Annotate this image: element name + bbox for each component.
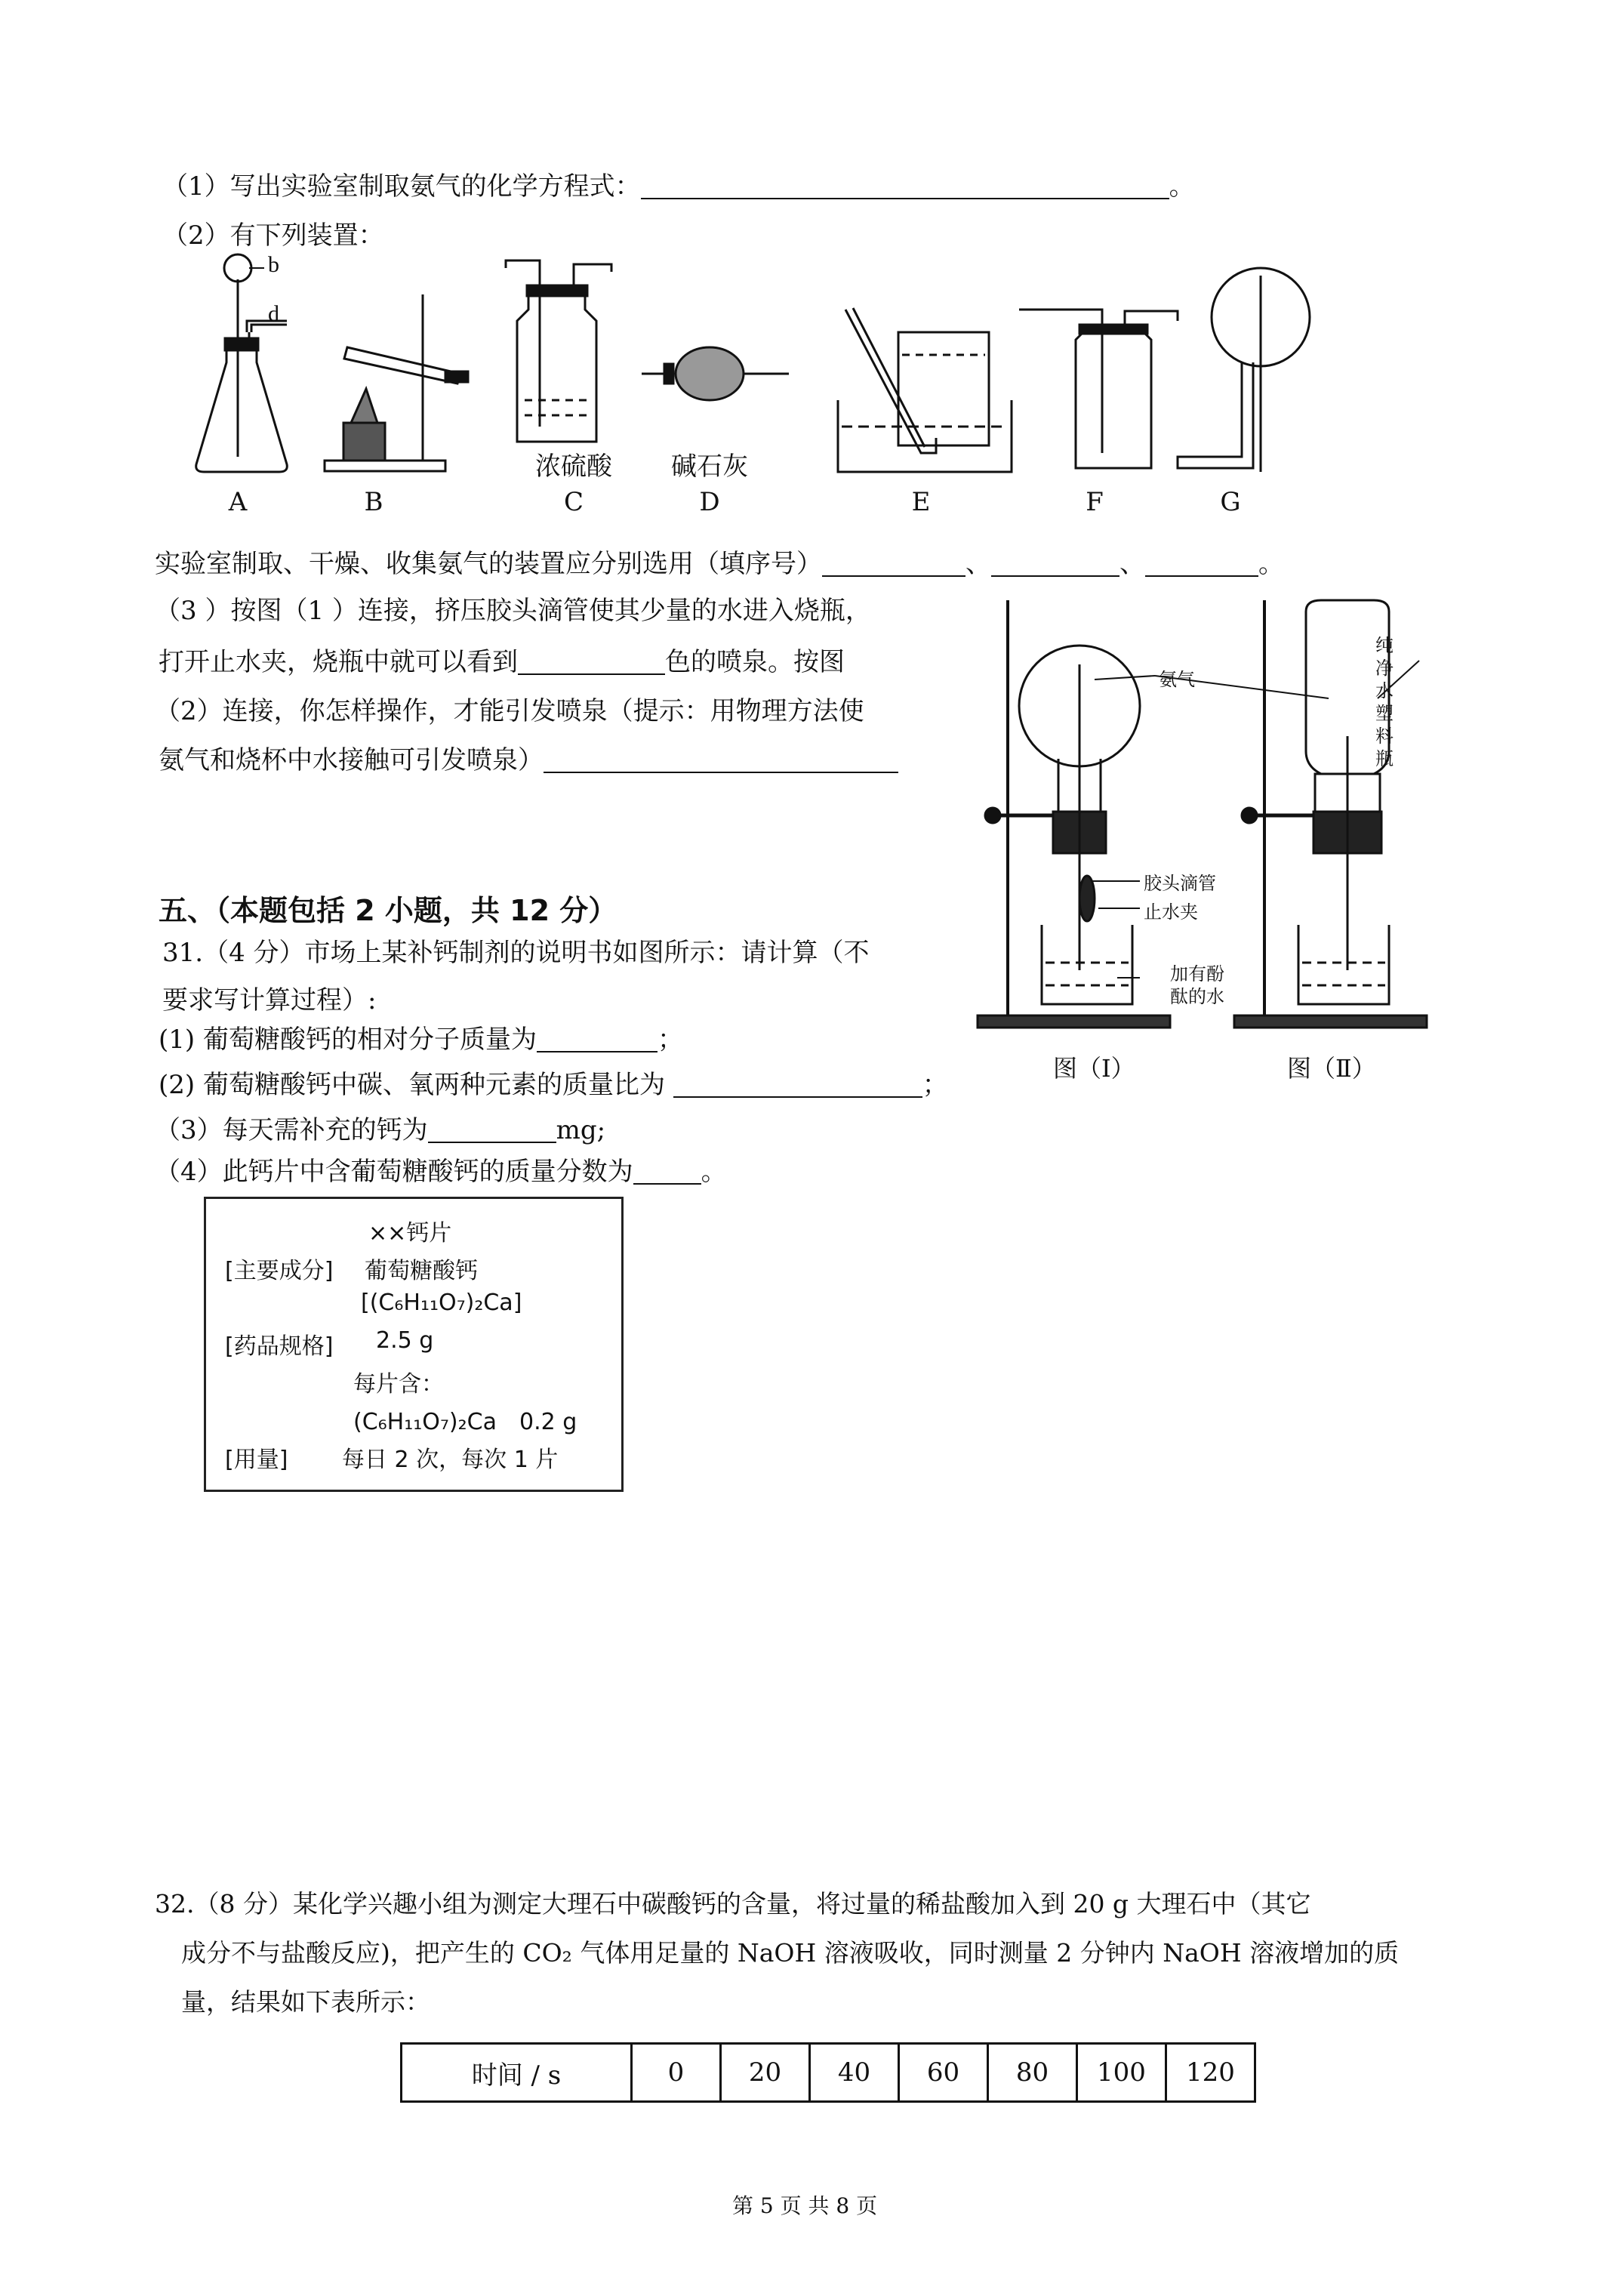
table-cell: 0	[632, 2044, 721, 2102]
label-ammonia: 氨气	[1159, 669, 1195, 690]
q3-line-2: 打开止水夹，烧瓶中就可以看到 色的喷泉。按图	[159, 647, 845, 677]
letter-b: B	[364, 487, 383, 517]
q31-part-3: （3）每天需补充的钙为 mg;	[155, 1115, 606, 1145]
select-blank-1[interactable]	[822, 553, 965, 577]
label-dropper: 胶头滴管	[1144, 873, 1216, 894]
q3-color-blank[interactable]	[518, 651, 665, 675]
letter-d: D	[699, 487, 720, 517]
table-cell: 100	[1077, 2044, 1166, 2102]
apparatus-diagram	[174, 249, 1321, 536]
apparatus-a	[196, 254, 288, 472]
letter-f: F	[1086, 487, 1104, 517]
q1-answer-blank[interactable]	[641, 175, 1169, 199]
select-blank-2[interactable]	[991, 553, 1119, 577]
a-mark-b: b	[268, 252, 279, 277]
q32-line-3: 量，结果如下表所示：	[181, 1987, 430, 2017]
letter-c: C	[563, 487, 584, 517]
label-formula: [(C₆H₁₁O₇)₂Ca]	[361, 1290, 522, 1316]
section-5-title: 五、（本题包括 2 小题，共 12 分）	[159, 894, 617, 927]
table-cell: 60	[899, 2044, 988, 2102]
q3-line-4: 氨气和烧杯中水接触可引发喷泉）	[159, 744, 898, 777]
table-cell: 80	[988, 2044, 1077, 2102]
q31-line-2: 要求写计算过程）:	[162, 985, 377, 1015]
letter-a: A	[228, 487, 248, 517]
q3-line-3: （2）连接，你怎样操作，才能引发喷泉（提示：用物理方法使	[155, 696, 864, 726]
table-cell: 120	[1166, 2044, 1255, 2102]
q1-line: （1）写出实验室制取氨气的化学方程式： 。	[162, 171, 1195, 202]
q2-line: （2）有下列装置：	[162, 220, 384, 251]
fig-2-caption: 图（Ⅱ）	[1287, 1054, 1376, 1083]
label-per-tablet-amount: (C₆H₁₁O₇)₂Ca 0.2 g	[353, 1409, 577, 1435]
table-cell: 20	[721, 2044, 810, 2102]
letter-g: G	[1220, 487, 1241, 517]
table-header-cell: 时间 / s	[402, 2044, 632, 2102]
q31-blank-3[interactable]	[428, 1119, 556, 1143]
label-per-tablet: 每片含：	[353, 1371, 444, 1398]
table-cell: 40	[810, 2044, 899, 2102]
q32-line-2: 成分不与盐酸反应)，把产生的 CO₂ 气体用足量的 NaOH 溶液吸收，同时测量 2 分钟内 NaOH 溶液增加的质	[181, 1938, 1400, 1968]
apparatus-e	[838, 308, 1012, 472]
q31-part-4: （4）此钙片中含葡萄糖酸钙的质量分数为 。	[155, 1157, 727, 1187]
label-phenolphthalein-water: 加有酚 酞的水	[1170, 963, 1224, 1007]
label-spec-value: 2.5 g	[376, 1327, 434, 1354]
apparatus-d	[642, 347, 789, 400]
fig-1-caption: 图（Ⅰ）	[1053, 1054, 1135, 1083]
label-main-ingredient-key: [主要成分]	[225, 1258, 334, 1284]
page-footer: 第 5 页 共 8 页	[732, 2193, 878, 2218]
q3-line-1: （3 ）按图（1 ）连接，挤压胶头滴管使其少量的水进入烧瓶，	[155, 596, 871, 626]
label-concentrated-sulfuric-acid: 浓硫酸	[535, 451, 612, 482]
q31-blank-2[interactable]	[673, 1074, 922, 1098]
a-mark-d: d	[268, 301, 279, 326]
label-spec-key: [药品规格]	[225, 1333, 334, 1360]
apparatus-c	[506, 260, 611, 442]
letter-e: E	[911, 487, 931, 517]
apparatus-f	[1019, 310, 1178, 468]
q32-line-1: 32.（8 分）某化学兴趣小组为测定大理石中碳酸钙的含量，将过量的稀盐酸加入到 20 g 大理石中（其它	[155, 1889, 1311, 1918]
select-blank-3[interactable]	[1145, 553, 1258, 577]
q31-blank-4[interactable]	[633, 1160, 701, 1185]
q3-operation-blank[interactable]	[544, 749, 898, 773]
label-dosage-value: 每日 2 次，每次 1 片	[342, 1447, 559, 1473]
label-clamp: 止水夹	[1144, 901, 1198, 923]
q31-part-1: (1) 葡萄糖酸钙的相对分子质量为 ；	[159, 1025, 683, 1055]
time-table	[400, 2042, 1256, 2103]
q31-line-1: 31.（4 分）市场上某补钙制剂的说明书如图所示：请计算（不	[162, 938, 870, 968]
table-row	[402, 2044, 1255, 2102]
label-plastic-bottle: 纯 净 水 塑 料 瓶	[1375, 635, 1394, 769]
apparatus-b	[325, 294, 468, 471]
apparatus-g	[1178, 268, 1310, 472]
label-title: ××钙片	[368, 1220, 452, 1247]
label-main-ingredient-value: 葡萄糖酸钙	[365, 1258, 478, 1284]
q31-blank-1[interactable]	[537, 1028, 658, 1052]
q31-part-2: (2) 葡萄糖酸钙中碳、氧两种元素的质量比为 ；	[159, 1070, 948, 1100]
select-line: 实验室制取、干燥、收集氨气的装置应分别选用（填序号） 、 、 。	[155, 549, 1284, 579]
label-dosage-key: [用量]	[225, 1447, 288, 1473]
label-soda-lime: 碱石灰	[671, 451, 748, 482]
calcium-tablet-label	[204, 1197, 624, 1492]
